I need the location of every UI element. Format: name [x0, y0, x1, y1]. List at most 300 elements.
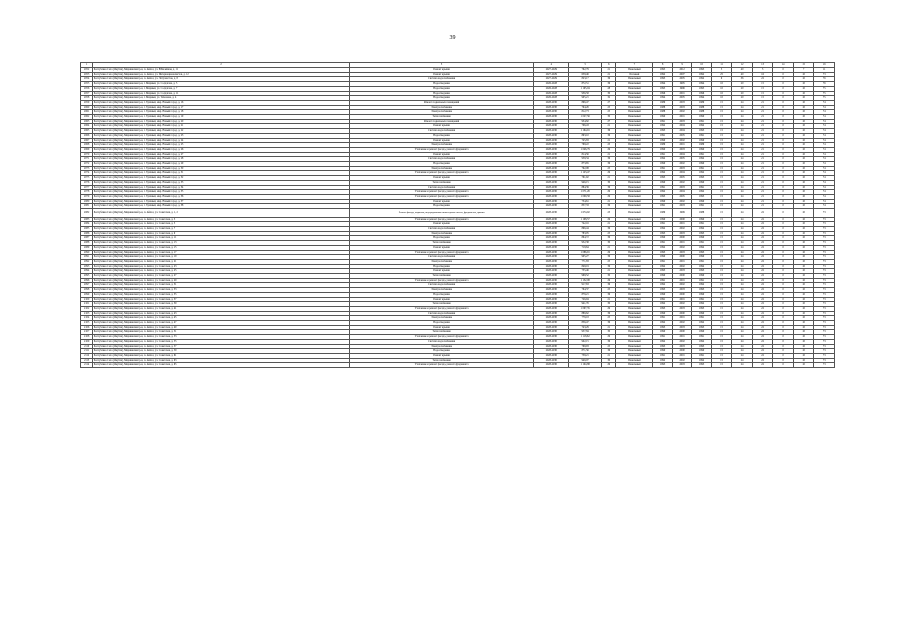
cell-row-number: 2052: [81, 68, 93, 73]
cell-col-13: 21: [752, 100, 773, 105]
cell-col-12: 24: [732, 316, 753, 321]
cell-col-15: 10: [793, 72, 814, 77]
cell-col-11: 15: [711, 100, 732, 105]
cell-row-number: 2106: [81, 325, 93, 330]
cell-col-12: 24: [732, 176, 753, 181]
cell-row-number: 2104: [81, 316, 93, 321]
cell-col-16: 73: [814, 306, 835, 311]
cell-col-15: 10: [793, 363, 814, 368]
cell-year-built: 1992: [653, 321, 672, 326]
cell-year-repair: 2002: [672, 339, 691, 344]
cell-year-built: 1994: [653, 82, 672, 87]
cell-col-14: 0: [773, 77, 794, 82]
column-number-period: 4: [534, 63, 569, 68]
column-number-amount: 5: [569, 63, 602, 68]
cell-year-repair: 2002: [672, 138, 691, 143]
cell-year-built: 1991: [653, 241, 672, 246]
cell-col-15: 10: [793, 166, 814, 171]
cell-percent: 29: [602, 194, 616, 199]
cell-col-12: 24: [732, 311, 753, 316]
cell-col-12: 24: [732, 217, 753, 222]
cell-col-12: 24: [732, 330, 753, 335]
cell-amount: 742,16: [569, 222, 602, 227]
cell-address: Республика Саха (Якутия), Мирнинский р-н, п. Айхал, ул. Советская, д. 15: [93, 245, 349, 250]
cell-wall-material: Панельный: [616, 250, 653, 255]
cell-year-commission: 1993: [692, 176, 711, 181]
cell-col-12: 24: [732, 245, 753, 250]
cell-year-built: 1993: [653, 250, 672, 255]
cell-col-11: 15: [711, 185, 732, 190]
cell-amount: 738,21: [569, 353, 602, 358]
cell-row-number: 2056: [81, 86, 93, 91]
cell-col-13: 22: [752, 245, 773, 250]
cell-wall-material: Панельный: [616, 236, 653, 241]
cell-col-16: 74: [814, 110, 835, 115]
cell-row-number: 2097: [81, 283, 93, 288]
table-body: [81, 68, 835, 368]
cell-year-built: 1993: [653, 269, 672, 274]
cell-col-12: 24: [732, 209, 753, 218]
cell-col-13: 21: [752, 143, 773, 148]
cell-row-number: 2100: [81, 297, 93, 302]
cell-col-13: 22: [752, 297, 773, 302]
cell-row-number: 2072: [81, 162, 93, 167]
cell-year-built: 1990: [653, 330, 672, 335]
cell-wall-material: Панельный: [616, 321, 653, 326]
cell-year-repair: 2003: [672, 288, 691, 293]
cell-year-commission: 1992: [692, 264, 711, 269]
column-number-col-15: 15: [793, 63, 814, 68]
cell-col-15: 10: [793, 283, 814, 288]
column-number-year-commission: 10: [692, 63, 711, 68]
cell-col-16: 73: [814, 311, 835, 316]
cell-work-type: Электроснабжение: [349, 344, 534, 349]
cell-year-commission: 1993: [692, 306, 711, 311]
cell-year-built: 1991: [653, 353, 672, 358]
cell-percent: 23: [602, 209, 616, 218]
cell-col-12: 24: [732, 199, 753, 204]
cell-col-15: 10: [793, 335, 814, 340]
cell-amount: 896,47: [569, 100, 602, 105]
cell-year-built: 1991: [653, 222, 672, 227]
cell-year-built: 1990: [653, 217, 672, 222]
cell-row-number: 2069: [81, 147, 93, 152]
cell-year-commission: 1990: [692, 138, 711, 143]
cell-percent: 21: [602, 325, 616, 330]
cell-col-15: 7: [793, 68, 814, 73]
cell-year-commission: 1991: [692, 222, 711, 227]
cell-period: 2028-2030: [534, 250, 569, 255]
cell-amount: 1 674,92: [569, 209, 602, 218]
cell-amount: 952,38: [569, 241, 602, 246]
cell-wall-material: Панельный: [616, 302, 653, 307]
cell-address: Республика Саха (Якутия), Мирнинский р-н, п. Айхал, ул. Советская, д. 5: [93, 222, 349, 227]
cell-year-built: 1992: [653, 283, 672, 288]
cell-year-commission: 1990: [692, 236, 711, 241]
cell-col-13: 21: [752, 199, 773, 204]
cell-year-built: 1990: [653, 162, 672, 167]
cell-amount: 1 164,91: [569, 129, 602, 134]
cell-col-16: 73: [814, 255, 835, 260]
cell-year-commission: 1990: [692, 292, 711, 297]
cell-col-16: 73: [814, 353, 835, 358]
cell-year-built: 1990: [653, 236, 672, 241]
cell-amount: 856,47: [569, 321, 602, 326]
cell-col-16: 73: [814, 250, 835, 255]
cell-col-14: 0: [773, 105, 794, 110]
cell-work-type: Ремонт крыши: [349, 124, 534, 129]
cell-year-built: 1995: [653, 86, 672, 91]
cell-col-14: 0: [773, 147, 794, 152]
cell-col-16: 73: [814, 269, 835, 274]
cell-amount: 1 046,79: [569, 147, 602, 152]
cell-year-built: 1992: [653, 124, 672, 129]
column-number-col-14: 14: [773, 63, 794, 68]
cell-address: Республика Саха (Якутия), Мирнинский р-н, г. Удачный, мкр. Новый город, д. 37: [93, 199, 349, 204]
cell-col-13: 21: [752, 133, 773, 138]
cell-year-repair: 2005: [672, 176, 691, 181]
cell-amount: 783,05: [569, 231, 602, 236]
cell-period: 2028-2030: [534, 129, 569, 134]
cell-period: 2028-2030: [534, 227, 569, 232]
cell-work-type: Ремонт крыши: [349, 245, 534, 250]
cell-col-14: 0: [773, 72, 794, 77]
cell-work-type: Ремонт крыши: [349, 325, 534, 330]
cell-col-11: 15: [711, 176, 732, 181]
cell-wall-material: Панельный: [616, 222, 653, 227]
cell-wall-material: Панельный: [616, 344, 653, 349]
cell-year-repair: 2003: [672, 344, 691, 349]
cell-year-commission: 1988: [692, 209, 711, 218]
cell-col-11: 15: [711, 166, 732, 171]
register-table: [80, 62, 835, 368]
cell-col-12: 24: [732, 180, 753, 185]
cell-amount: 879,21: [569, 292, 602, 297]
cell-col-13: 21: [752, 110, 773, 115]
cell-address: Республика Саха (Якутия), Мирнинский р-н, п. Айхал, ул. Советская, д. 29: [93, 278, 349, 283]
cell-amount: 794,26: [569, 105, 602, 110]
cell-col-15: 10: [793, 129, 814, 134]
cell-work-type: Электроснабжение: [349, 259, 534, 264]
cell-year-repair: 2001: [672, 316, 691, 321]
cell-col-16: 74: [814, 185, 835, 190]
cell-year-repair: 2003: [672, 100, 691, 105]
cell-col-11: 15: [711, 110, 732, 115]
cell-percent: 29: [602, 306, 616, 311]
cell-period: 2028-2030: [534, 316, 569, 321]
cell-col-14: 0: [773, 297, 794, 302]
cell-address: Республика Саха (Якутия), Мирнинский р-н, п. Айхал, ул. Советская, д. 39: [93, 302, 349, 307]
cell-row-number: 2053: [81, 72, 93, 77]
cell-amount: 1 108,57: [569, 217, 602, 222]
cell-address: Республика Саха (Якутия), Мирнинский р-н, п. Айхал, ул. Советская, д. 25: [93, 269, 349, 274]
cell-year-built: 1989: [653, 100, 672, 105]
cell-col-11: 15: [711, 147, 732, 152]
cell-address: Республика Саха (Якутия), Мирнинский р-н, п. Айхал, ул. Советская, д. 27: [93, 274, 349, 279]
cell-col-12: 36: [732, 77, 753, 82]
cell-period: 2028-2030: [534, 204, 569, 209]
cell-wall-material: Панельный: [616, 199, 653, 204]
cell-col-14: 0: [773, 358, 794, 363]
cell-year-commission: 1988: [692, 110, 711, 115]
cell-year-commission: 1988: [692, 105, 711, 110]
cell-col-16: 73: [814, 241, 835, 246]
cell-year-repair: 2004: [672, 152, 691, 157]
cell-row-number: 2094: [81, 269, 93, 274]
cell-col-13: 22: [752, 236, 773, 241]
cell-year-repair: 2002: [672, 180, 691, 185]
cell-address: Республика Саха (Якутия), Мирнинский р-н, г. Удачный, мкр. Новый город, д. 25: [93, 143, 349, 148]
cell-year-built: 1992: [653, 72, 672, 77]
cell-period: 2028-2030: [534, 147, 569, 152]
cell-year-built: 1990: [653, 199, 672, 204]
cell-year-commission: 1991: [692, 297, 711, 302]
cell-wall-material: Панельный: [616, 91, 653, 96]
cell-col-15: 10: [793, 190, 814, 195]
cell-year-built: 1993: [653, 325, 672, 330]
cell-period: 2026-2028: [534, 82, 569, 87]
cell-year-built: 1990: [653, 180, 672, 185]
cell-year-commission: 1992: [692, 339, 711, 344]
cell-year-commission: 1991: [692, 133, 711, 138]
cell-col-13: 22: [752, 335, 773, 340]
cell-col-11: 5: [711, 68, 732, 73]
cell-address: Республика Саха (Якутия), Мирнинский р-н, г. Удачный, мкр. Новый город, д. 23: [93, 133, 349, 138]
cell-year-repair: 2000: [672, 236, 691, 241]
cell-percent: 25: [602, 166, 616, 171]
cell-col-14: 0: [773, 133, 794, 138]
cell-amount: 1 027,56: [569, 115, 602, 120]
cell-col-13: 22: [752, 269, 773, 274]
cell-col-16: 73: [814, 274, 835, 279]
cell-col-13: 21: [752, 147, 773, 152]
cell-percent: 36: [602, 255, 616, 260]
cell-col-16: 74: [814, 115, 835, 120]
cell-work-type: Теплоснабжение: [349, 274, 534, 279]
cell-address: Республика Саха (Якутия), Мирнинский р-н, п. Айхал, ул. Советская, д. 13: [93, 241, 349, 246]
cell-col-14: 0: [773, 180, 794, 185]
cell-col-11: 10: [711, 91, 732, 96]
cell-col-15: 10: [793, 222, 814, 227]
cell-row-number: 2092: [81, 259, 93, 264]
cell-col-13: 21: [752, 180, 773, 185]
cell-year-repair: 2003: [672, 166, 691, 171]
cell-year-repair: 2003: [672, 325, 691, 330]
cell-row-number: 2060: [81, 105, 93, 110]
cell-col-15: 10: [793, 180, 814, 185]
cell-col-12: 20: [732, 91, 753, 96]
cell-col-16: 73: [814, 227, 835, 232]
cell-col-16: 74: [814, 157, 835, 162]
cell-percent: 29: [602, 147, 616, 152]
cell-year-repair: 2002: [672, 162, 691, 167]
cell-amount: 1 123,47: [569, 171, 602, 176]
cell-row-number: 2057: [81, 91, 93, 96]
cell-percent: 21: [602, 199, 616, 204]
cell-col-11: 15: [711, 259, 732, 264]
cell-year-repair: 2002: [672, 227, 691, 232]
cell-percent: 30: [602, 180, 616, 185]
cell-percent: 36: [602, 185, 616, 190]
cell-period: 2028-2030: [534, 274, 569, 279]
cell-col-16: 73: [814, 231, 835, 236]
cell-year-built: 1993: [653, 306, 672, 311]
cell-col-15: 10: [793, 82, 814, 87]
cell-year-built: 1989: [653, 143, 672, 148]
cell-wall-material: Панельный: [616, 157, 653, 162]
cell-col-15: 10: [793, 288, 814, 293]
cell-col-15: 10: [793, 306, 814, 311]
cell-year-repair: 2004: [672, 190, 691, 195]
cell-year-commission: 1993: [692, 250, 711, 255]
cell-year-commission: 1990: [692, 349, 711, 354]
cell-col-15: 10: [793, 259, 814, 264]
cell-col-13: 15: [752, 96, 773, 101]
cell-period: 2028-2030: [534, 335, 569, 340]
cell-period: 2028-2030: [534, 124, 569, 129]
cell-col-12: 24: [732, 133, 753, 138]
cell-col-13: 22: [752, 77, 773, 82]
cell-amount: 958,34: [569, 157, 602, 162]
cell-address: Республика Саха (Якутия), Мирнинский р-н, г. Удачный, мкр. Новый город, д. 36: [93, 194, 349, 199]
cell-address: Республика Саха (Якутия), Мирнинский р-н, г. Удачный, мкр. Новый город, д. 31: [93, 171, 349, 176]
cell-period: 2028-2030: [534, 292, 569, 297]
cell-col-15: 10: [793, 316, 814, 321]
cell-year-repair: 2000: [672, 330, 691, 335]
cell-year-built: 1989: [653, 209, 672, 218]
column-number-year-repair: 9: [672, 63, 691, 68]
cell-percent: 25: [602, 105, 616, 110]
cell-period: 2028-2030: [534, 194, 569, 199]
cell-address: Республика Саха (Якутия), Мирнинский р-н, п. Айхал, ул. Советская, д. 37: [93, 297, 349, 302]
cell-wall-material: Панельный: [616, 180, 653, 185]
cell-col-12: 24: [732, 152, 753, 157]
cell-col-11: 15: [711, 245, 732, 250]
cell-wall-material: Панельный: [616, 185, 653, 190]
cell-wall-material: Панельный: [616, 330, 653, 335]
cell-col-13: 15: [752, 82, 773, 87]
cell-col-11: 15: [711, 335, 732, 340]
cell-work-type: Теплоснабжение: [349, 302, 534, 307]
cell-address: Республика Саха (Якутия), Мирнинский р-н, п. Айхал, ул. Советская, д. 63: [93, 358, 349, 363]
cell-col-11: 15: [711, 129, 732, 134]
cell-col-15: 10: [793, 236, 814, 241]
cell-wall-material: Панельный: [616, 335, 653, 340]
cell-year-repair: 2002: [672, 358, 691, 363]
cell-address: Республика Саха (Якутия), Мирнинский р-н, п. Айхал, ул. Советская, д. 55: [93, 339, 349, 344]
cell-col-11: 15: [711, 152, 732, 157]
cell-percent: 21: [602, 353, 616, 358]
cell-col-16: 74: [814, 105, 835, 110]
cell-percent: 36: [602, 349, 616, 354]
cell-period: 2028-2030: [534, 133, 569, 138]
cell-year-repair: 2003: [672, 105, 691, 110]
cell-period: 2028-2030: [534, 185, 569, 190]
cell-amount: 762,79: [569, 68, 602, 73]
cell-col-15: 10: [793, 231, 814, 236]
cell-col-16: 73: [814, 222, 835, 227]
cell-period: 2028-2030: [534, 321, 569, 326]
cell-wall-material: Панельный: [616, 217, 653, 222]
cell-work-type: Ремонт подвальных помещений: [349, 100, 534, 105]
cell-col-15: 10: [793, 138, 814, 143]
cell-col-11: 15: [711, 138, 732, 143]
cell-year-built: 1994: [653, 96, 672, 101]
cell-col-14: 0: [773, 162, 794, 167]
cell-year-repair: 2001: [672, 335, 691, 340]
cell-col-12: 24: [732, 363, 753, 368]
cell-col-15: 10: [793, 245, 814, 250]
cell-wall-material: Панельный: [616, 143, 653, 148]
cell-col-14: 0: [773, 288, 794, 293]
cell-address: Республика Саха (Якутия), Мирнинский р-н, г. Удачный, мкр. Новый город, д. 28: [93, 157, 349, 162]
cell-col-15: 10: [793, 204, 814, 209]
cell-year-repair: 2001: [672, 91, 691, 96]
cell-year-built: 1993: [653, 231, 672, 236]
cell-period: 2026-2028: [534, 86, 569, 91]
cell-year-built: 1991: [653, 204, 672, 209]
cell-year-repair: 2002: [672, 302, 691, 307]
cell-amount: 857,33: [569, 204, 602, 209]
cell-wall-material: Панельный: [616, 204, 653, 209]
cell-year-commission: 1991: [692, 166, 711, 171]
cell-row-number: 2077: [81, 185, 93, 190]
cell-col-14: 0: [773, 91, 794, 96]
cell-col-14: 0: [773, 264, 794, 269]
cell-year-commission: 1992: [692, 77, 711, 82]
cell-address: Республика Саха (Якутия), Мирнинский р-н, п. Айхал, ул. Советская, д. 45: [93, 316, 349, 321]
cell-period: 2027-2029: [534, 72, 569, 77]
cell-year-built: 1991: [653, 297, 672, 302]
cell-percent: 30: [602, 91, 616, 96]
cell-wall-material: Панельный: [616, 259, 653, 264]
cell-col-11: 15: [711, 255, 732, 260]
cell-col-16: 73: [814, 358, 835, 363]
cell-amount: 706,43: [569, 124, 602, 129]
cell-row-number: 2101: [81, 302, 93, 307]
cell-year-built: 1993: [653, 176, 672, 181]
cell-year-built: 1992: [653, 157, 672, 162]
cell-period: 2028-2030: [534, 288, 569, 293]
cell-col-14: 0: [773, 185, 794, 190]
cell-period: 2028-2030: [534, 231, 569, 236]
cell-row-number: 2071: [81, 157, 93, 162]
cell-col-14: 0: [773, 259, 794, 264]
cell-col-13: 22: [752, 209, 773, 218]
cell-work-type: Ремонт крыши: [349, 269, 534, 274]
cell-col-16: 73: [814, 72, 835, 77]
cell-row-number: 2089: [81, 245, 93, 250]
cell-col-11: 15: [711, 269, 732, 274]
cell-wall-material: Панельный: [616, 311, 653, 316]
cell-year-commission: 1990: [692, 180, 711, 185]
cell-col-11: 15: [711, 274, 732, 279]
column-number-year-built: 8: [653, 63, 672, 68]
cell-work-type: Электроснабжение: [349, 143, 534, 148]
cell-percent: 21: [602, 152, 616, 157]
cell-percent: 21: [602, 176, 616, 181]
cell-year-commission: 1992: [692, 283, 711, 288]
cell-col-11: 15: [711, 278, 732, 283]
cell-percent: 25: [602, 231, 616, 236]
cell-col-13: 21: [752, 115, 773, 120]
cell-work-type: Утепление и ремонт фасада, ремонт фундамента: [349, 335, 534, 340]
cell-col-13: 21: [752, 185, 773, 190]
cell-col-11: 15: [711, 236, 732, 241]
cell-row-number: 2093: [81, 264, 93, 269]
cell-period: 2028-2030: [534, 259, 569, 264]
cell-year-built: 1993: [653, 288, 672, 293]
